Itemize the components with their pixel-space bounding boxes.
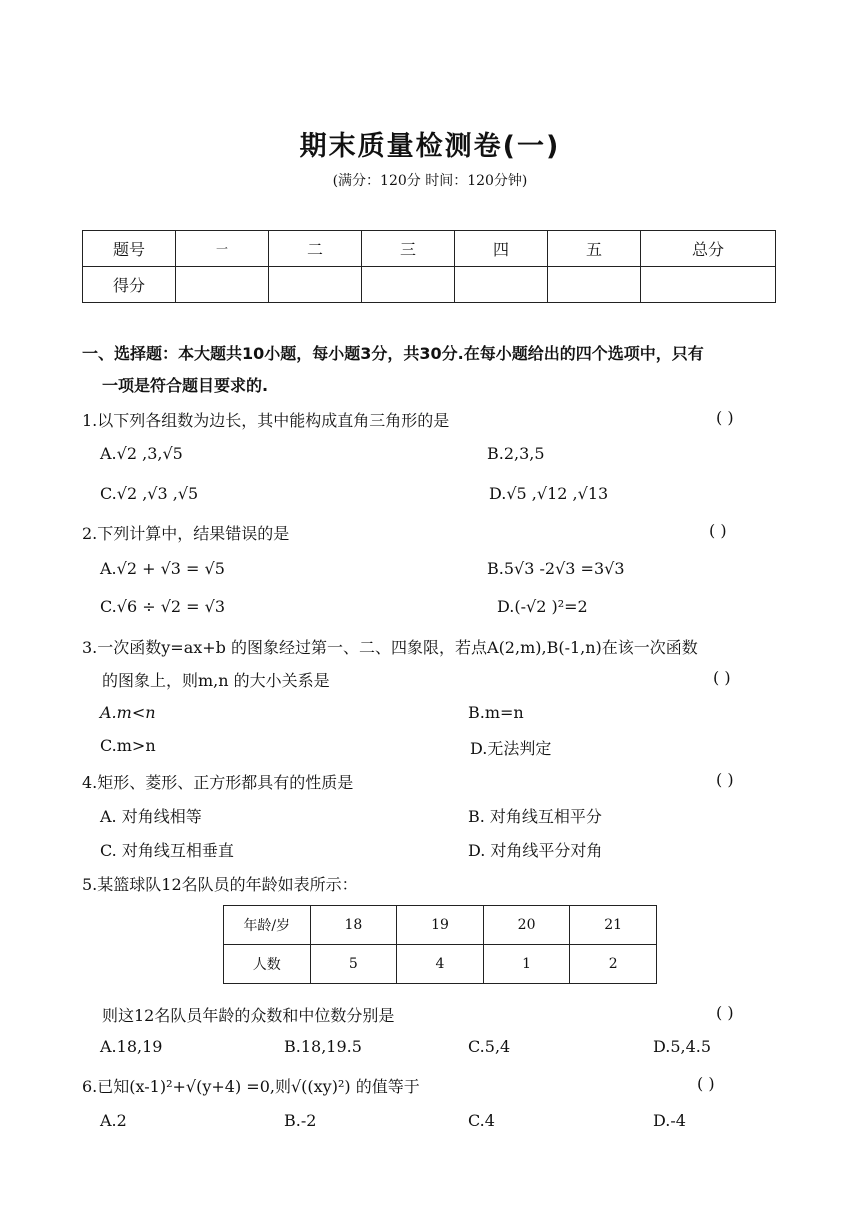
section-heading-cont: 一项是符合题目要求的. — [102, 376, 269, 395]
answer-bracket[interactable]: ( ) — [709, 521, 727, 540]
answer-bracket[interactable]: ( ) — [697, 1074, 715, 1093]
page-title: 期末质量检测卷(一) — [299, 131, 561, 162]
score-cell: 一 — [176, 231, 269, 267]
q5-option-a[interactable]: A.18,19 — [100, 1037, 163, 1056]
q6-option-c[interactable]: C.4 — [468, 1111, 495, 1130]
score-input-cell[interactable] — [641, 267, 776, 303]
answer-bracket[interactable]: ( ) — [713, 668, 731, 687]
q4-option-d[interactable]: D. 对角线平分对角 — [468, 841, 603, 860]
answer-bracket[interactable]: ( ) — [716, 1003, 734, 1022]
q1-option-c[interactable]: C.√2 ,√3 ,√5 — [100, 484, 199, 503]
score-input-cell[interactable] — [548, 267, 641, 303]
age-cell: 年龄/岁 — [224, 906, 311, 945]
q1-option-d[interactable]: D.√5 ,√12 ,√13 — [489, 484, 609, 503]
score-table-header-row — [83, 231, 776, 267]
count-cell: 人数 — [224, 945, 311, 984]
q2-option-a[interactable]: A.√2 + √3 = √5 — [100, 559, 225, 578]
q6-option-d[interactable]: D.-4 — [653, 1111, 686, 1130]
q2-option-b[interactable]: B.5√3 -2√3 =3√3 — [487, 559, 625, 578]
answer-bracket[interactable]: ( ) — [716, 408, 734, 427]
score-cell: 题号 — [83, 231, 176, 267]
age-cell: 19 — [397, 906, 484, 945]
answer-bracket[interactable]: ( ) — [716, 770, 734, 789]
score-input-cell[interactable] — [455, 267, 548, 303]
q3-option-d[interactable]: D.无法判定 — [470, 739, 552, 758]
question-3-stem: 3.一次函数y=ax+b 的图象经过第一、二、四象限，若点A(2,m),B(-1,n)在该一次函数 — [82, 638, 698, 657]
q1-option-a[interactable]: A.√2 ,3,√5 — [100, 444, 183, 463]
age-table — [223, 905, 657, 984]
count-cell: 1 — [483, 945, 570, 984]
section-heading: 一、选择题：本大题共10小题，每小题3分，共30分.在每小题给出的四个选项中，只有 — [82, 344, 704, 363]
score-cell: 二 — [269, 231, 362, 267]
q3-option-a[interactable]: A.m<n — [100, 703, 156, 722]
question-4-stem: 4.矩形、菱形、正方形都具有的性质是 — [82, 773, 354, 792]
age-cell: 20 — [483, 906, 570, 945]
score-row-label: 得分 — [83, 267, 176, 303]
q5-option-c[interactable]: C.5,4 — [468, 1037, 511, 1056]
q3-option-c[interactable]: C.m>n — [100, 736, 156, 755]
count-cell: 2 — [570, 945, 657, 984]
q5-option-b[interactable]: B.18,19.5 — [284, 1037, 362, 1056]
score-table-score-row — [83, 267, 776, 303]
age-table-row — [224, 906, 657, 945]
exam-info: (满分：120分 时间：120分钟) — [332, 173, 528, 189]
score-cell: 四 — [455, 231, 548, 267]
question-3-stem-cont: 的图象上，则m,n 的大小关系是 — [102, 671, 330, 690]
question-2-stem: 2.下列计算中，结果错误的是 — [82, 524, 290, 543]
age-cell: 18 — [310, 906, 397, 945]
q2-option-c[interactable]: C.√6 ÷ √2 = √3 — [100, 597, 226, 616]
count-cell: 4 — [397, 945, 484, 984]
question-6-stem: 6.已知(x-1)²+√(y+4) =0,则√((xy)²) 的值等于 — [82, 1077, 420, 1096]
score-input-cell[interactable] — [269, 267, 362, 303]
count-table-row — [224, 945, 657, 984]
question-5-stem: 5.某篮球队12名队员的年龄如表所示： — [82, 875, 358, 894]
q2-option-d[interactable]: D.(-√2 )²=2 — [497, 597, 588, 616]
score-cell: 总分 — [641, 231, 776, 267]
score-input-cell[interactable] — [362, 267, 455, 303]
question-5-follow: 则这12名队员年龄的众数和中位数分别是 — [102, 1006, 395, 1025]
score-cell: 三 — [362, 231, 455, 267]
q4-option-b[interactable]: B. 对角线互相平分 — [468, 807, 602, 826]
q6-option-a[interactable]: A.2 — [100, 1111, 127, 1130]
score-table — [82, 230, 776, 303]
q3-option-b[interactable]: B.m=n — [468, 703, 524, 722]
q5-option-d[interactable]: D.5,4.5 — [653, 1037, 712, 1056]
q6-option-b[interactable]: B.-2 — [284, 1111, 317, 1130]
age-cell: 21 — [570, 906, 657, 945]
q4-option-a[interactable]: A. 对角线相等 — [100, 807, 202, 826]
score-input-cell[interactable] — [176, 267, 269, 303]
q4-option-c[interactable]: C. 对角线互相垂直 — [100, 841, 234, 860]
q1-option-b[interactable]: B.2,3,5 — [487, 444, 545, 463]
score-cell: 五 — [548, 231, 641, 267]
question-1-stem: 1.以下列各组数为边长，其中能构成直角三角形的是 — [82, 411, 450, 430]
count-cell: 5 — [310, 945, 397, 984]
